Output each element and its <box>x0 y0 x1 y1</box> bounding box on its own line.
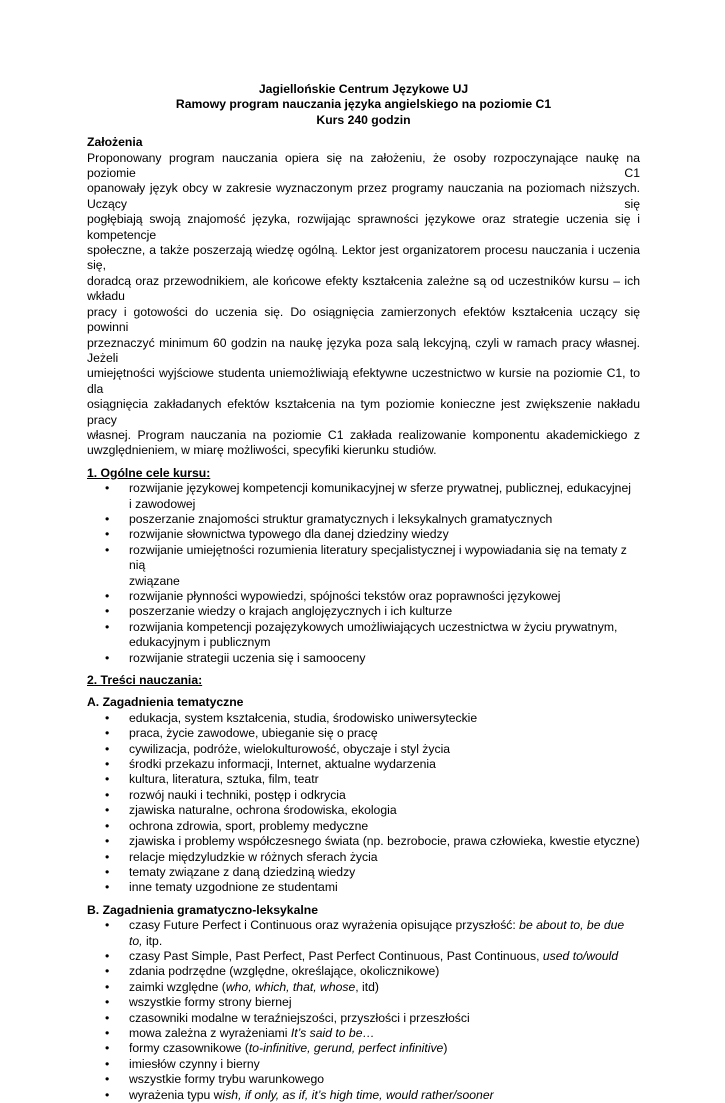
goal-item: • rozwijania kompetencji pozajęzykowych umożliwiających uczestnictwa w życiu prywatnym, edukacyjnym i publicznym <box>87 620 640 651</box>
goals-list <box>87 481 640 666</box>
goals-heading: 1. Ogólne cele kursu: <box>87 465 211 480</box>
goal-item: • poszerzanie znajomości struktur gramatycznych i leksykalnych gramatycznych <box>87 512 640 527</box>
goal-item: • poszerzanie wiedzy o krajach anglojęzycznych i ich kulturze <box>87 604 640 619</box>
topic-item: • ochrona zdrowia, sport, problemy medyczne <box>87 819 640 834</box>
topic-item: • tematy związane z daną dziedziną wiedzy <box>87 865 640 880</box>
grammar-item: • formy czasownikowe (to-infinitive, gerund, perfect infinitive) <box>87 1041 640 1056</box>
topic-item: • cywilizacja, podróże, wielokulturowość, obyczaje i styl życia <box>87 742 640 757</box>
grammar-item: • wszystkie formy strony biernej <box>87 995 640 1010</box>
grammar-item: • mowa zależna z wyrażeniami It’s said to be… <box>87 1026 640 1041</box>
grammar-item: • wszystkie formy trybu warunkowego <box>87 1072 640 1087</box>
goal-item: • rozwijanie językowej kompetencji komunikacyjnej w sferze prywatnej, publicznej, edukacyjnej i zawodowej <box>87 481 640 512</box>
assumptions-line: pracy i gotowości do uczenia się. Do osiągnięcia zamierzonych efektów kształcenia uczący się powinni <box>87 304 640 335</box>
grammar-item: • zaimki względne (who, which, that, whose, itd) <box>87 980 640 995</box>
topic-item: • praca, życie zawodowe, ubieganie się o pracę <box>87 726 640 741</box>
topic-item: • inne tematy uzgodnione ze studentami <box>87 880 640 895</box>
assumptions-line: umiejętności wyjściowe studenta uniemożliwiają efektywne uczestnictwo w kursie na poziomie C1, to dla <box>87 366 640 396</box>
grammar-item: • czasy Future Perfect i Continuous oraz wyrażenia opisujące przyszłość: be about to, be due to, itp. <box>87 918 640 949</box>
content-heading: 2. Treści nauczania: <box>87 673 203 688</box>
assumptions-line: osiągnięcia zakładanych efektów kształcenia na tym poziomie konieczne jest zwiększenie nakładu pracy <box>87 397 640 427</box>
goal-item: • rozwijanie słownictwa typowego dla danej dziedziny wiedzy <box>87 527 640 542</box>
grammar-item: • imiesłów czynny i bierny <box>87 1057 640 1072</box>
assumptions-line: opanowały język obcy w zakresie wyznaczonym przez programy nauczania na poziomach niższych. Uczący się <box>87 181 640 211</box>
assumptions-line: doradcą oraz przewodnikiem, ale końcowe efekty kształcenia zależne są od uczestników kursu – ich wkładu <box>87 273 640 304</box>
thematic-topics-heading: A. Zagadnienia tematyczne <box>87 695 244 710</box>
topic-item: • edukacja, system kształcenia, studia, środowisko uniwersyteckie <box>87 711 640 726</box>
thematic-topics-list <box>87 711 640 896</box>
grammar-lexis-list <box>87 918 640 1103</box>
grammar-lexis-heading: B. Zagadnienia gramatyczno-leksykalne <box>87 902 318 917</box>
grammar-item: • wyrażenia typu wish, if only, as if, it’s high time, would rather/sooner <box>87 1088 640 1103</box>
assumptions-paragraph <box>87 151 640 459</box>
header-program-title: Ramowy program nauczania języka angielskiego na poziomie C1 <box>175 97 552 112</box>
goal-item: • rozwijanie strategii uczenia się i samooceny <box>87 651 640 666</box>
assumptions-line: własnej. Program nauczania na poziomie C1 zakłada realizowanie komponentu akademickiego z <box>87 427 640 442</box>
grammar-item: • czasowniki modalne w teraźniejszości, przyszłości i przeszłości <box>87 1011 640 1026</box>
header-course-hours: Kurs 240 godzin <box>316 112 411 127</box>
grammar-item: • zdania podrzędne (względne, określające, okolicznikowe) <box>87 964 640 979</box>
goal-item: • rozwijanie płynności wypowiedzi, spójności tekstów oraz poprawności językowej <box>87 589 640 604</box>
grammar-item: • czasy Past Simple, Past Perfect, Past Perfect Continuous, Past Continuous, used to/would <box>87 949 640 964</box>
assumptions-line: pogłębiają swoją znajomość języka, rozwijając sprawności językowe oraz strategie uczenia się i kompetencje <box>87 212 640 242</box>
topic-item: • rozwój nauki i techniki, postęp i odkrycia <box>87 788 640 803</box>
assumptions-line: przeznaczyć minimum 60 godzin na naukę języka poza salą lekcyjną, czyli w ramach pracy własnej. Jeżeli <box>87 335 640 365</box>
assumptions-heading: Założenia <box>87 135 143 150</box>
topic-item: • zjawiska i problemy współczesnego świata (np. bezrobocie, prawa człowieka, kwestie etyczne) <box>87 834 640 849</box>
assumptions-line: społeczne, a także poszerzają wiedzę ogólną. Lektor jest organizatorem procesu nauczania i uczenia się, <box>87 243 640 273</box>
topic-item: • relacje międzyludzkie w różnych sferach życia <box>87 850 640 865</box>
assumptions-line: Proponowany program nauczania opiera się na założeniu, że osoby rozpoczynające naukę na poziomie C1 <box>87 150 640 181</box>
topic-item: • kultura, literatura, sztuka, film, teatr <box>87 772 640 787</box>
goal-item: • rozwijanie umiejętności rozumienia literatury specjalistycznej i wypowiadania się na tematy z nią związane <box>87 543 640 589</box>
document-page <box>87 82 640 1103</box>
assumptions-line: uwzględnieniem, w miarę możliwości, specyfiki kierunku studiów. <box>87 443 437 458</box>
header-institution: Jagiellońskie Centrum Językowe UJ <box>258 82 469 96</box>
topic-item: • środki przekazu informacji, Internet, aktualne wydarzenia <box>87 757 640 772</box>
topic-item: • zjawiska naturalne, ochrona środowiska, ekologia <box>87 803 640 818</box>
